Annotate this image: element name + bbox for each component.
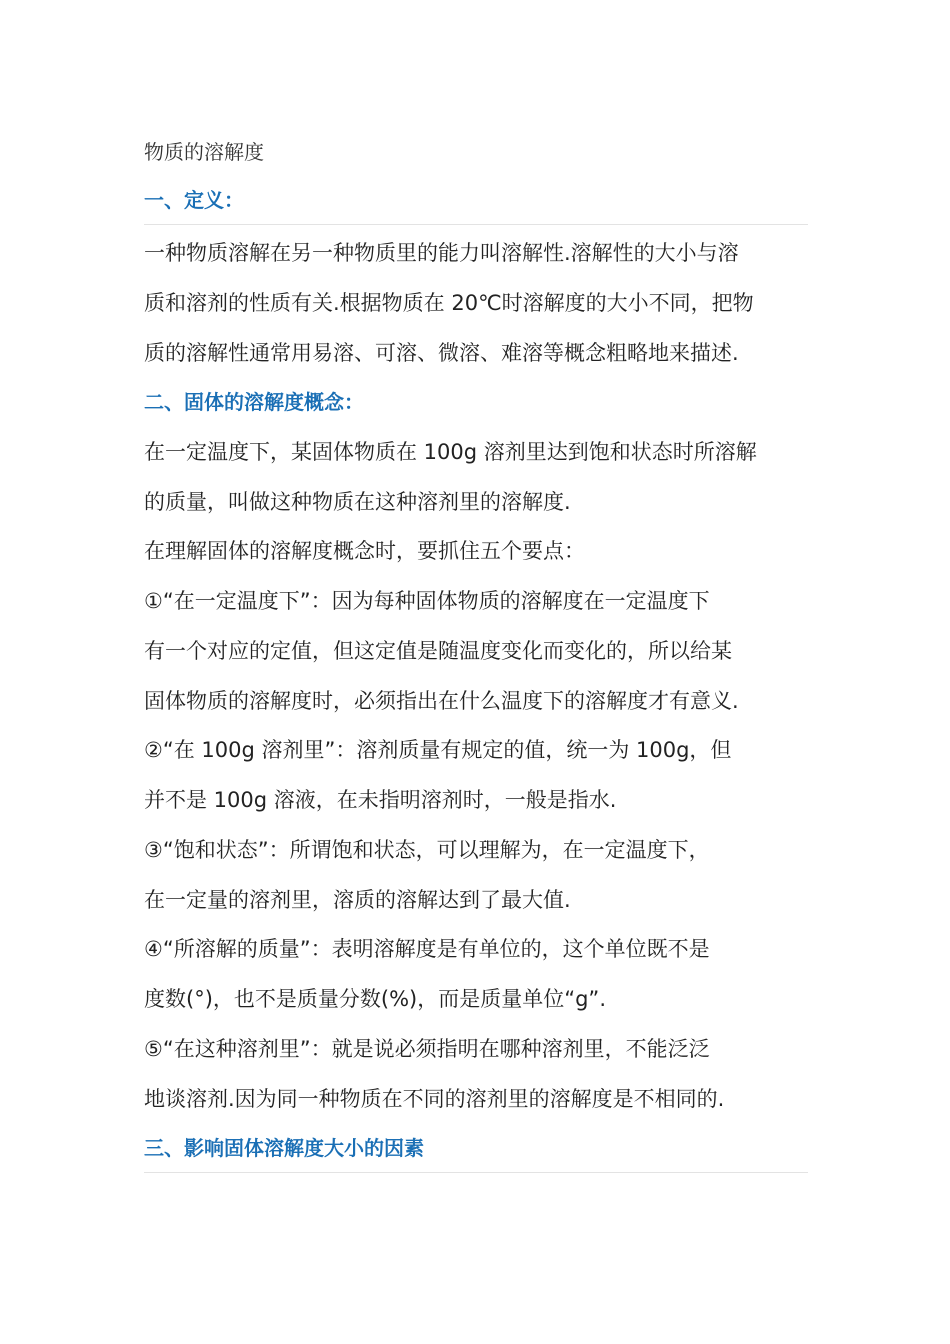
text-line: 一种物质溶解在另一种物质里的能力叫溶解性.溶解性的大小与溶 (144, 241, 739, 265)
paragraph-definition (144, 228, 808, 378)
key-point-4 (144, 924, 808, 1024)
text-line: 并不是 100g 溶液，在未指明溶剂时，一般是指水. (144, 788, 617, 812)
key-point-5 (144, 1024, 808, 1124)
page-title: 物质的溶解度 (144, 140, 264, 164)
text-line: 在一定量的溶剂里，溶质的溶解达到了最大值. (144, 888, 571, 912)
paragraph-key-points-intro (144, 526, 808, 576)
text-line: 地谈溶剂.因为同一种物质在不同的溶剂里的溶解度是不相同的. (144, 1087, 725, 1111)
section-heading-concept: 二、固体的溶解度概念： (144, 390, 364, 414)
text-line: ②“在 100g 溶剂里”：溶剂质量有规定的值，统一为 100g，但 (144, 738, 732, 762)
text-line: 在一定温度下，某固体物质在 100g 溶剂里达到饱和状态时所溶解 (144, 440, 757, 464)
text-line: ③“饱和状态”：所谓饱和状态，可以理解为，在一定温度下， (144, 838, 710, 862)
key-point-1 (144, 576, 808, 726)
text-line: 的质量，叫做这种物质在这种溶剂里的溶解度. (144, 490, 571, 514)
text-line: 在理解固体的溶解度概念时，要抓住五个要点： (144, 539, 585, 563)
text-line: 度数(°)，也不是质量分数(%)，而是质量单位“g”. (144, 987, 606, 1011)
text-line: 质的溶解性通常用易溶、可溶、微溶、难溶等概念粗略地来描述. (144, 341, 739, 365)
section-heading-factors: 三、影响固体溶解度大小的因素 (144, 1134, 808, 1173)
text-line: ①“在一定温度下”：因为每种固体物质的溶解度在一定温度下 (144, 589, 710, 613)
text-line: 固体物质的溶解度时，必须指出在什么温度下的溶解度才有意义. (144, 689, 739, 713)
key-point-2 (144, 725, 808, 825)
paragraph-concept (144, 427, 808, 527)
text-line: ④“所溶解的质量”：表明溶解度是有单位的，这个单位既不是 (144, 937, 710, 961)
text-line: 质和溶剂的性质有关.根据物质在 20℃时溶解度的大小不同，把物 (144, 291, 754, 315)
text-line: ⑤“在这种溶剂里”：就是说必须指明在哪种溶剂里，不能泛泛 (144, 1037, 710, 1061)
section-heading-definition: 一、定义： (144, 186, 808, 225)
text-line: 有一个对应的定值，但这定值是随温度变化而变化的，所以给某 (144, 639, 732, 663)
key-point-3 (144, 825, 808, 925)
